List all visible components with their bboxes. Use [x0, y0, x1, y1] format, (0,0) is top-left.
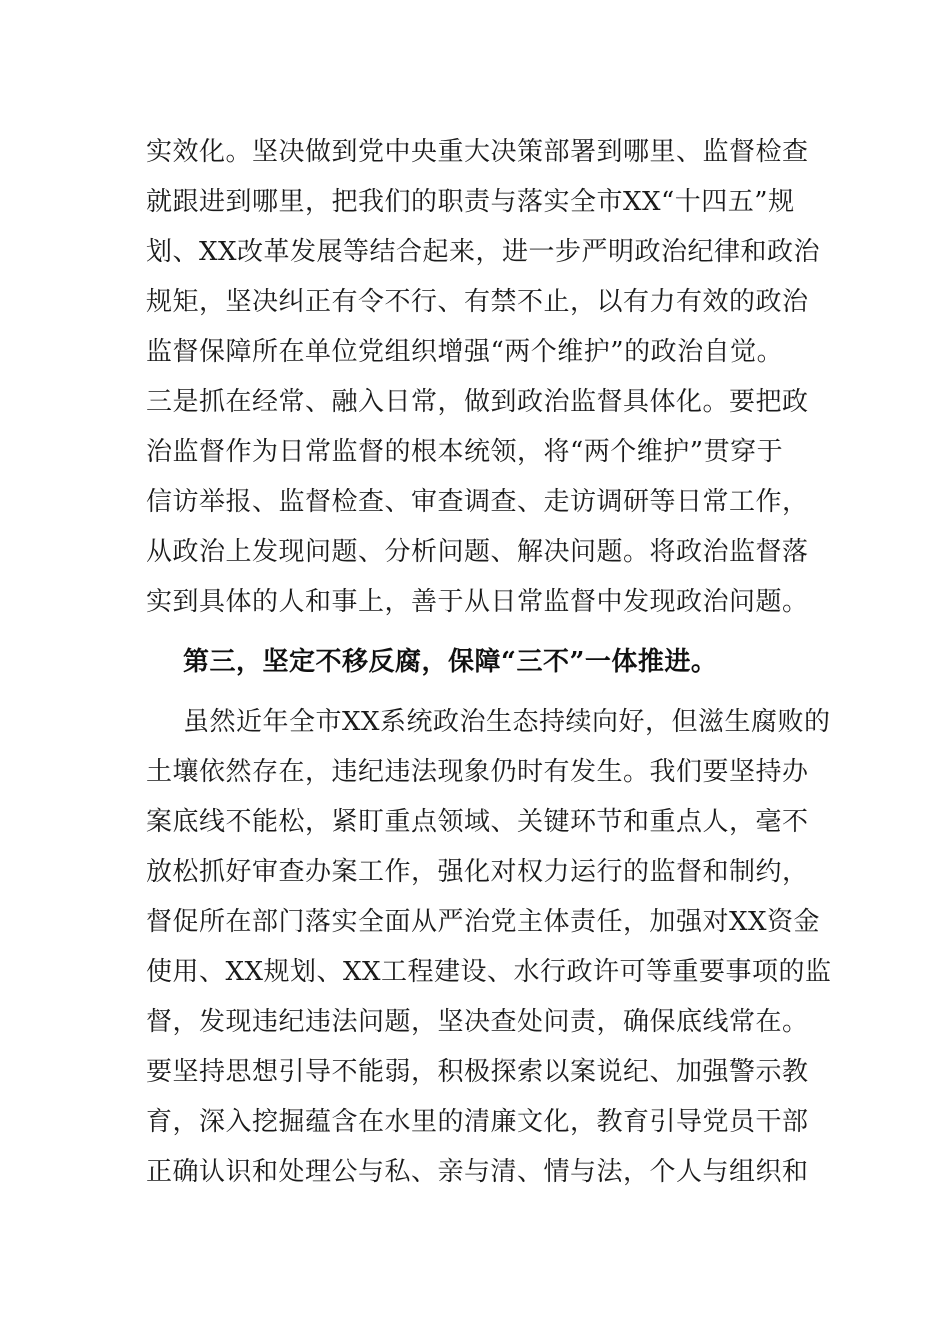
body-text-line: 正确认识和处理公与私、亲与清、情与法，个人与组织和	[146, 1157, 809, 1187]
body-text-line: 从政治上发现问题、分析问题、解决问题。将政治监督落	[146, 537, 809, 567]
body-text-line: 就跟进到哪里，把我们的职责与落实全市XX“十四五”规	[146, 187, 795, 217]
body-text-line: 育，深入挖掘蕴含在水里的清廉文化，教育引导党员干部	[146, 1107, 809, 1137]
body-text-line: 监督保障所在单位党组织增强“两个维护”的政治自觉。	[146, 337, 784, 367]
body-text-line: 实效化。坚决做到党中央重大决策部署到哪里、监督检查	[146, 137, 809, 167]
body-text-line: 虽然近年全市XX系统政治生态持续向好，但滋生腐败的	[183, 707, 831, 737]
body-text-line: 要坚持思想引导不能弱，积极探索以案说纪、加强警示教	[146, 1057, 809, 1087]
body-text-line: 划、XX改革发展等结合起来，进一步严明政治纪律和政治	[146, 237, 821, 267]
body-text-line: 使用、XX规划、XX工程建设、水行政许可等重要事项的监	[146, 957, 832, 987]
body-text-line: 规矩，坚决纠正有令不行、有禁不止，以有力有效的政治	[146, 287, 809, 317]
body-text-line: 治监督作为日常监督的根本统领，将“两个维护”贯穿于	[146, 437, 784, 467]
body-text-line: 土壤依然存在，违纪违法现象仍时有发生。我们要坚持办	[146, 757, 809, 787]
body-text-line: 放松抓好审查办案工作，强化对权力运行的监督和制约，	[146, 857, 809, 887]
body-text-line: 督，发现违纪违法问题，坚决查处问责，确保底线常在。	[146, 1007, 809, 1037]
body-text-line: 案底线不能松，紧盯重点领域、关键环节和重点人，毫不	[146, 807, 809, 837]
body-text-line: 实到具体的人和事上，善于从日常监督中发现政治问题。	[146, 587, 809, 617]
body-text-line: 三是抓在经常、融入日常，做到政治监督具体化。要把政	[146, 387, 809, 417]
body-text-line: 信访举报、监督检查、审查调查、走访调研等日常工作，	[146, 487, 809, 517]
section-heading: 第三，坚定不移反腐，保障“三不”一体推进。	[183, 647, 718, 677]
body-text-line: 督促所在部门落实全面从严治党主体责任，加强对XX资金	[146, 907, 821, 937]
